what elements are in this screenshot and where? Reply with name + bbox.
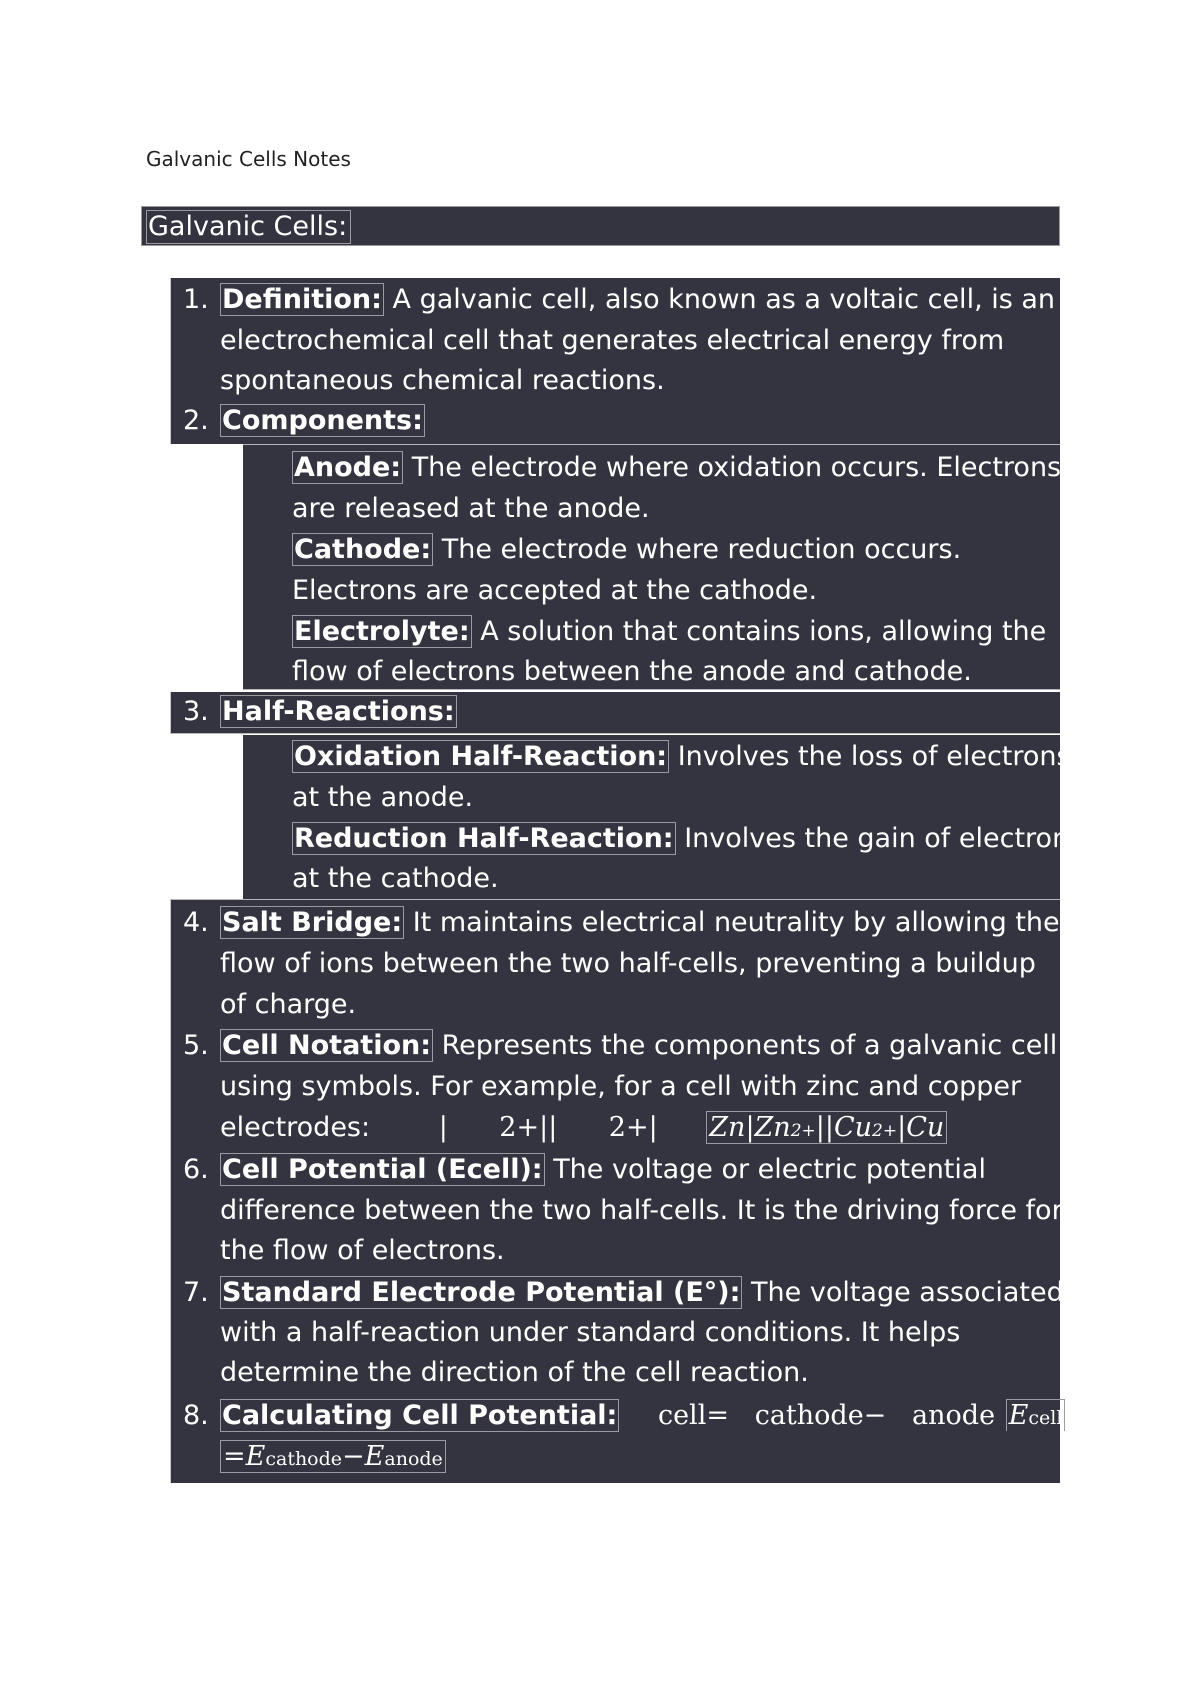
item-number-3: 3. — [183, 696, 209, 727]
item-6-line-1 — [220, 1150, 986, 1190]
cathode-text-1: The electrode where reduction occurs. — [433, 534, 962, 565]
electrolyte-line-2: flow of electrons between the anode and cathode. — [292, 656, 972, 687]
anode-text-1: The electrode where oxidation occurs. Electrons — [403, 452, 1062, 483]
item-number-7: 7. — [183, 1277, 209, 1308]
item-6-text-1: The voltage or electric potential — [544, 1154, 986, 1185]
item-4-term: Salt Bridge: — [222, 907, 403, 938]
item-1-line-1 — [220, 280, 1055, 320]
item-1-line-2: electrochemical cell that generates electrical energy from — [220, 325, 1005, 356]
oxidation-line-1 — [292, 737, 1071, 777]
reduction-text-1: Involves the gain of electrons — [675, 823, 1084, 854]
item-4-text-1: It maintains electrical neutrality by allowing the — [404, 907, 1060, 938]
item-6-line-3: the flow of electrons. — [220, 1235, 505, 1266]
item-number-2: 2. — [183, 405, 209, 436]
anode-line-1 — [292, 448, 1061, 488]
item-4-line-3: of charge. — [220, 989, 357, 1020]
cell-notation-plain: | 2+|| 2+| — [438, 1112, 658, 1143]
item-4-line-2: flow of ions between the two half-cells, preventing a buildup — [220, 948, 1036, 979]
components-sublist — [243, 444, 1060, 690]
item-8-line-2 — [220, 1437, 446, 1479]
formula-e-anode: E — [364, 1441, 385, 1472]
formula-sub-anode: anode — [384, 1448, 443, 1470]
cathode-line-1 — [292, 530, 961, 570]
item-number-5: 5. — [183, 1030, 209, 1061]
section-heading: Galvanic Cells: — [146, 210, 351, 244]
electrolyte-term: Electrolyte: — [294, 616, 470, 647]
item-number-8: 8. — [183, 1400, 209, 1431]
list-block-3 — [170, 692, 1060, 734]
formula-bar-2: | — [897, 1112, 907, 1143]
formula-cu: Cu — [906, 1112, 945, 1143]
item-2-line-1 — [220, 401, 425, 441]
item-3-line-1 — [220, 692, 457, 732]
item-7-line-1 — [220, 1273, 1064, 1313]
reduction-line-1 — [292, 819, 1083, 859]
item-number-1: 1. — [183, 284, 209, 315]
item-5-line-1 — [220, 1026, 1057, 1066]
item-7-text-1: The voltage associated — [742, 1277, 1064, 1308]
item-3-term: Half-Reactions: — [222, 696, 455, 727]
document-title: Galvanic Cells Notes — [146, 147, 351, 171]
oxidation-text-1: Involves the loss of electrons — [669, 741, 1071, 772]
item-8-term: Calculating Cell Potential: — [222, 1400, 618, 1431]
formula-bar-1: | — [745, 1112, 755, 1143]
item-1-term: Definition: — [222, 284, 382, 315]
oxidation-term: Oxidation Half-Reaction: — [294, 741, 668, 772]
item-6-line-2: difference between the two half-cells. It is the driving force for — [220, 1195, 1063, 1226]
cell-potential-formula-part-1 — [1006, 1399, 1066, 1431]
formula-e-cell: E — [1008, 1400, 1029, 1431]
formula-sub-cell: cell — [1028, 1407, 1063, 1429]
item-5-term: Cell Notation: — [222, 1030, 432, 1061]
formula-zn: Zn — [709, 1112, 746, 1143]
item-7-line-2: with a half-reaction under standard conditions. It helps — [220, 1317, 961, 1348]
oxidation-line-2: at the anode. — [292, 782, 474, 813]
list-block-1-2 — [170, 278, 1060, 444]
anode-term: Anode: — [294, 452, 402, 483]
formula-double-bar: || — [815, 1112, 834, 1143]
formula-equals: = — [223, 1441, 246, 1472]
formula-charge-1: 2+ — [790, 1121, 816, 1141]
formula-zn-ion: Zn — [754, 1112, 791, 1143]
item-4-line-1 — [220, 903, 1060, 943]
formula-sub-cathode: cathode — [265, 1448, 343, 1470]
item-1-text-1: A galvanic cell, also known as a voltaic cell, is an — [383, 284, 1056, 315]
cathode-line-2: Electrons are accepted at the cathode. — [292, 575, 818, 606]
item-6-term: Cell Potential (Ecell): — [222, 1154, 543, 1185]
item-5-line-2: using symbols. For example, for a cell with zinc and copper — [220, 1071, 1022, 1102]
list-block-4-8 — [170, 899, 1064, 1483]
cathode-term: Cathode: — [294, 534, 432, 565]
section-heading-bar — [141, 206, 1060, 246]
half-reactions-sublist — [243, 735, 1084, 899]
cell-potential-plain: cell= cathode− anode — [657, 1400, 996, 1431]
item-5-text-3: electrodes: — [220, 1112, 371, 1143]
item-7-line-3: determine the direction of the cell reaction. — [220, 1357, 809, 1388]
electrolyte-line-1 — [292, 612, 1046, 652]
formula-e-cathode: E — [245, 1441, 266, 1472]
item-5-line-3 — [220, 1108, 947, 1151]
item-number-6: 6. — [183, 1154, 209, 1185]
cell-notation-formula — [706, 1111, 947, 1144]
reduction-term: Reduction Half-Reaction: — [294, 823, 674, 854]
item-7-term: Standard Electrode Potential (E°): — [222, 1277, 741, 1308]
cell-potential-formula-part-2 — [220, 1440, 446, 1473]
item-2-term: Components: — [222, 405, 423, 436]
reduction-line-2: at the cathode. — [292, 863, 499, 894]
item-8-line-1 — [220, 1396, 1065, 1438]
electrolyte-text-1: A solution that contains ions, allowing the — [471, 616, 1047, 647]
item-number-4: 4. — [183, 907, 209, 938]
item-1-line-3: spontaneous chemical reactions. — [220, 365, 665, 396]
formula-charge-2: 2+ — [872, 1121, 898, 1141]
anode-line-2: are released at the anode. — [292, 493, 650, 524]
formula-cu-ion: Cu — [833, 1112, 873, 1143]
formula-minus: − — [342, 1441, 365, 1472]
item-5-text-1: Represents the components of a galvanic cell — [433, 1030, 1058, 1061]
